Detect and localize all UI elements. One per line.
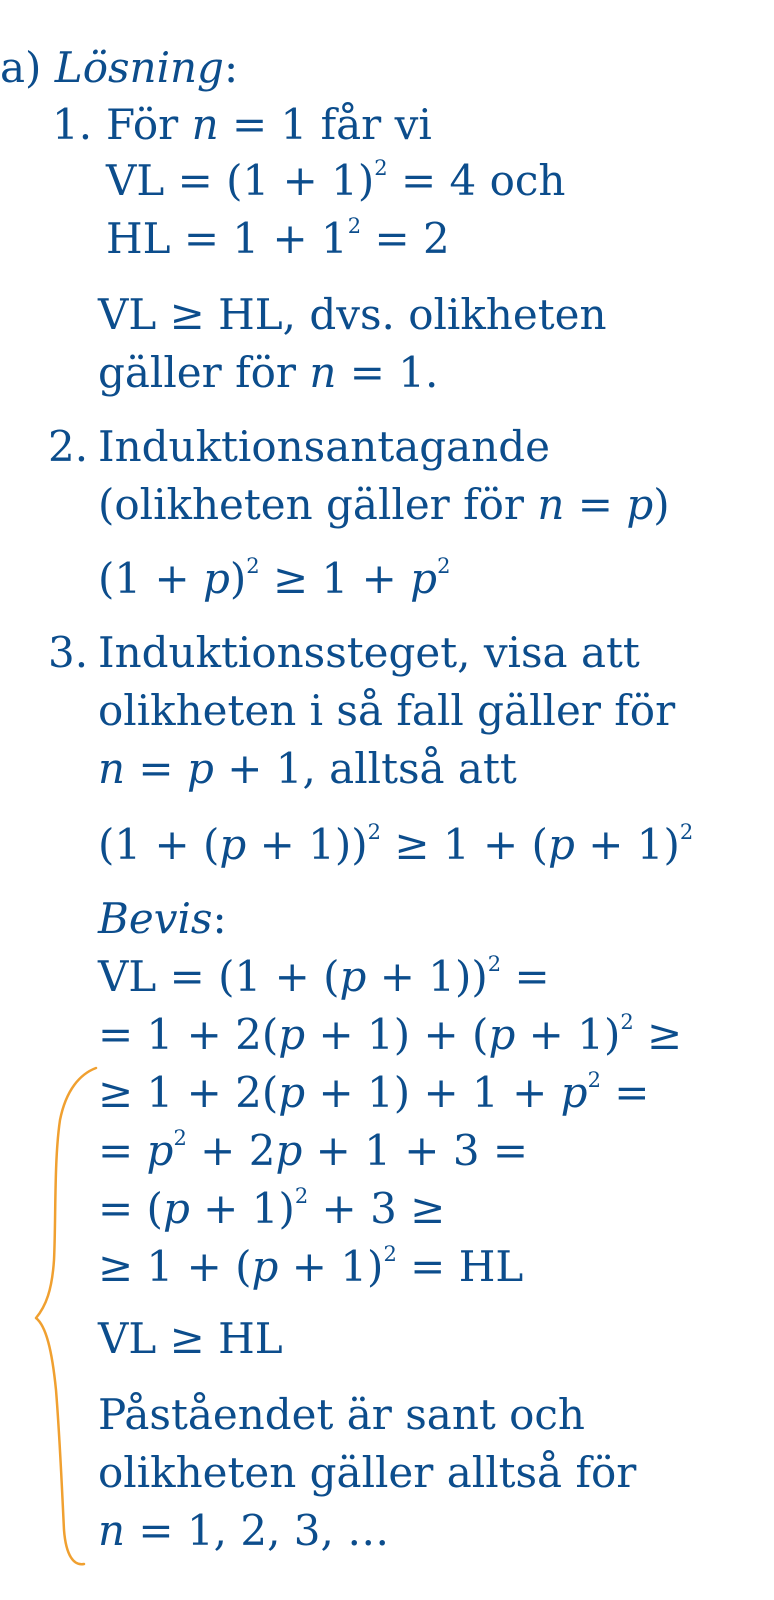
step1-intro: För n = 1 får vi [106,100,432,149]
proof-line6: ≥ $1 + (p + 1)^2$ = HL [98,1242,524,1291]
step3-title: Induktionssteget, visa att [98,628,640,677]
solution-heading: a) Lösning: [0,43,239,92]
step2-title: Induktionsantagande [98,422,550,471]
step3-claim-formula: $(1 + (p + 1))^2 \ge 1 + (p + 1)^2$ [98,820,694,869]
step1-conclusion-line1: VL ≥ HL, dvs. olikheten [98,290,607,339]
solution-word: Lösning [54,43,224,92]
proof-result: VL ≥ HL [98,1314,283,1363]
step2-subtitle: (olikheten gäller för n = p) [98,480,670,529]
step1-hl-equation: HL = $1 + 1^2 = 2$ [106,214,450,263]
orange-brace-stroke [36,1068,96,1564]
step2-hypothesis-formula: $(1 + p)^2 \ge 1 + p^2$ [98,554,451,603]
part-label: a) [0,43,42,92]
proof-line3: ≥ $1 + 2(p + 1) + 1 + p^2$ = [98,1068,650,1117]
step3-number: 3. [48,628,89,677]
proof-title: Bevis: [98,894,227,943]
proof-line2: = $1 + 2(p + 1) + (p + 1)^2$ ≥ [98,1010,683,1059]
final-statement-line1: Påståendet är sant och [98,1390,585,1439]
proof-line1: VL = $(1 + (p + 1))^2$ = [98,952,550,1001]
step1-conclusion-line2: gäller för n = 1. [98,348,439,397]
final-statement-line2: olikheten gäller alltså för [98,1448,637,1497]
step1-number: 1. [52,100,93,149]
proof-line5: = $(p + 1)^2 + 3$ ≥ [98,1184,446,1233]
step1-vl-equation: VL = $(1 + 1)^2 = 4$ och [106,156,566,205]
proof-line4: = $p^2 + 2p + 1 + 3$ = [98,1126,529,1175]
step3-line3: n = p + 1, alltså att [98,744,517,793]
step2-number: 2. [48,422,89,471]
final-statement-line3: n = 1, 2, 3, … [98,1506,390,1555]
step3-line2: olikheten i så fall gäller för [98,686,676,735]
